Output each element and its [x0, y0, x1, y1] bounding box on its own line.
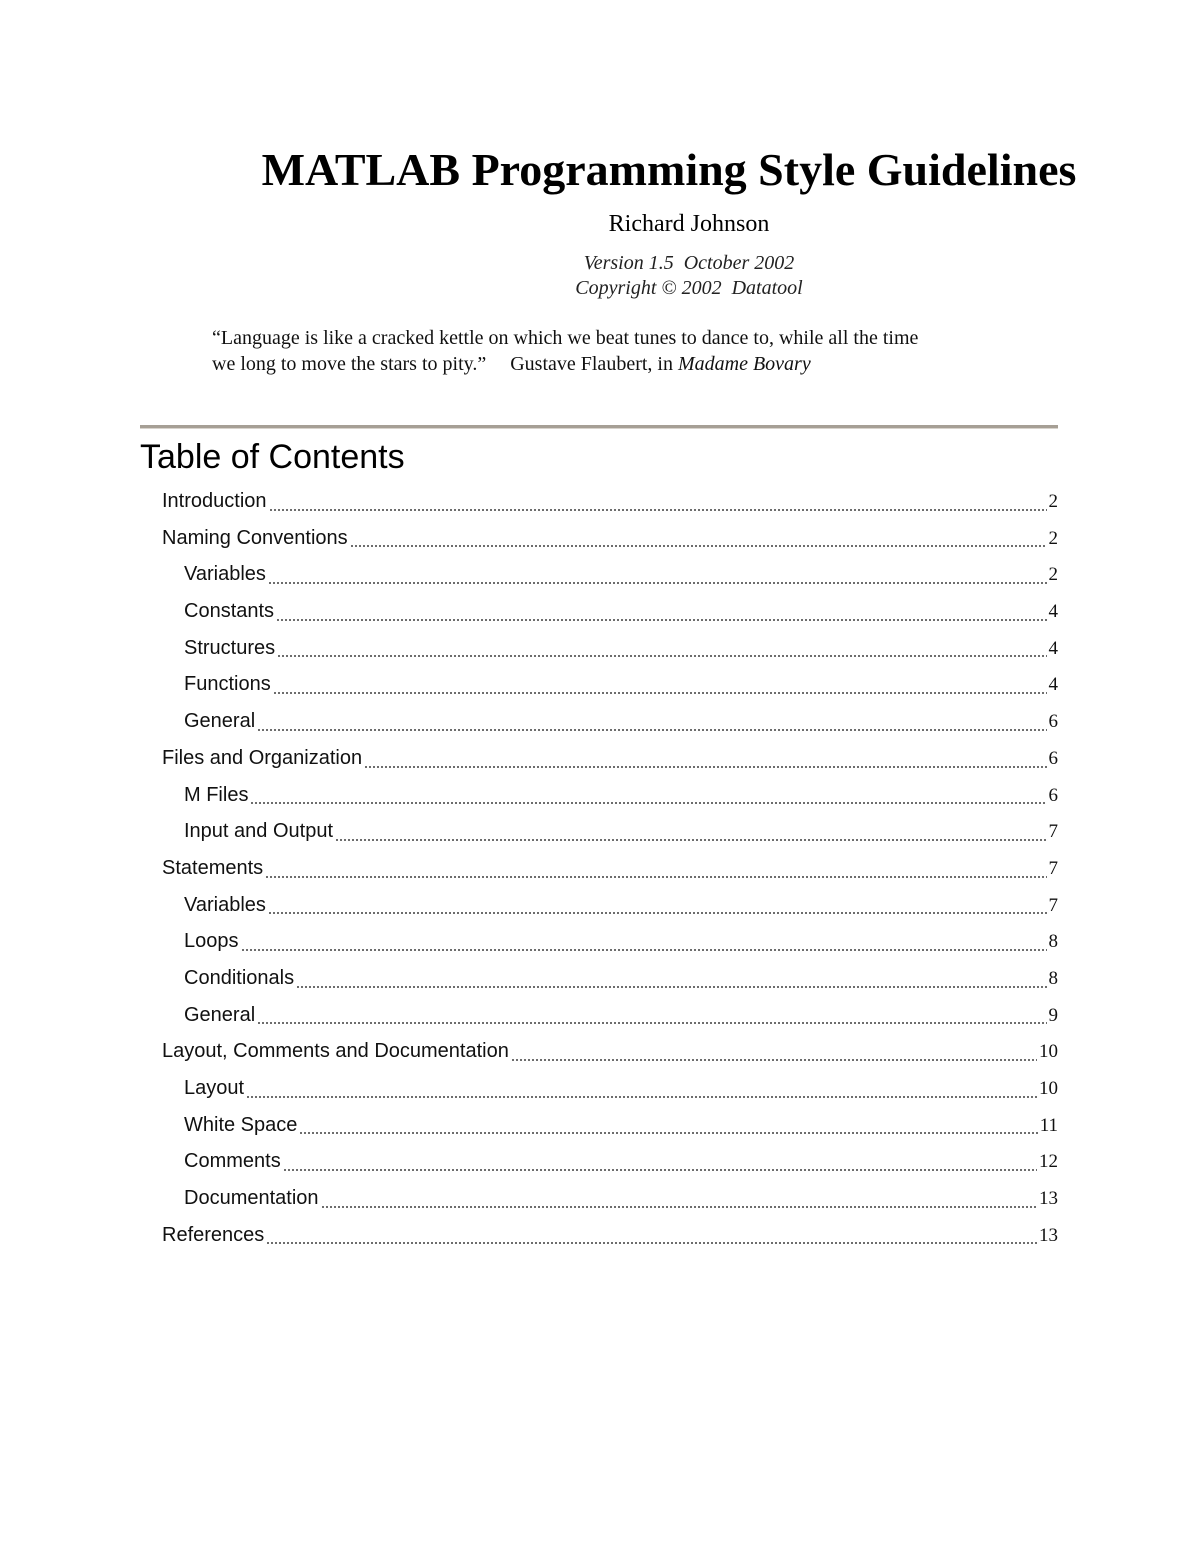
quote-line-2: [212, 351, 1012, 377]
toc-entry-label: Input and Output: [184, 820, 334, 843]
quote-work-title: Madame Bovary: [677, 353, 811, 375]
toc-entry-page-number: 10: [1039, 1041, 1058, 1063]
toc-entry-page-number: 2: [1048, 564, 1058, 586]
toc-entry-label: Structures: [184, 636, 276, 659]
toc-entry-link[interactable]: [162, 520, 1058, 557]
toc-entry-link[interactable]: [184, 593, 1058, 630]
toc-item: [0, 960, 1200, 997]
toc-entry-link[interactable]: [162, 1033, 1058, 1070]
toc-entry-link[interactable]: [162, 850, 1058, 887]
toc-entry-page-number: 6: [1048, 784, 1058, 806]
toc-entry-page-number: 7: [1048, 821, 1058, 843]
dot-leader: [277, 655, 1046, 657]
toc-item: [0, 1217, 1200, 1254]
toc-entry-label: Conditionals: [184, 966, 295, 989]
horizontal-divider: [140, 425, 1058, 429]
quote-attribution: Gustave Flaubert, in: [510, 353, 673, 375]
dot-leader: [268, 912, 1047, 914]
dot-leader: [246, 1096, 1037, 1098]
toc-item: [0, 666, 1200, 703]
toc-heading: Table of Contents: [140, 438, 405, 476]
quote-line-2-text: we long to move the stars to pity.”: [212, 353, 487, 375]
toc-entry-label: Constants: [184, 600, 275, 623]
toc-entry-page-number: 6: [1048, 711, 1058, 733]
toc-item: [0, 1033, 1200, 1070]
toc-item: [0, 850, 1200, 887]
toc-entry-link[interactable]: [184, 1070, 1058, 1107]
toc-entry-link[interactable]: [184, 1143, 1058, 1180]
toc-entry-link[interactable]: [184, 666, 1058, 703]
toc-item: [0, 740, 1200, 777]
toc-entry-link[interactable]: [162, 483, 1058, 520]
toc-entry-label: M Files: [184, 783, 249, 806]
toc-entry-page-number: 10: [1039, 1078, 1058, 1099]
dot-leader: [283, 1169, 1037, 1171]
toc-item: [0, 1070, 1200, 1107]
toc-entry-page-number: 6: [1048, 747, 1058, 769]
dot-leader: [273, 692, 1047, 694]
toc-entry-label: White Space: [184, 1113, 298, 1136]
toc-entry-page-number: 7: [1048, 857, 1058, 879]
toc-entry-page-number: 9: [1048, 1004, 1058, 1026]
dot-leader: [296, 986, 1046, 988]
toc-entry-page-number: 4: [1048, 674, 1058, 696]
toc-item: [0, 593, 1200, 630]
toc-item: [0, 813, 1200, 850]
toc-item: [0, 1107, 1200, 1144]
toc-entry-label: Statements: [162, 856, 264, 879]
toc-entry-label: Variables: [184, 563, 266, 586]
dot-leader: [335, 839, 1046, 841]
dot-leader: [266, 1242, 1037, 1244]
dot-leader: [265, 876, 1046, 878]
toc-item: [0, 520, 1200, 557]
dot-leader: [321, 1206, 1037, 1208]
toc-entry-label: References: [162, 1223, 265, 1246]
toc-entry-link[interactable]: [184, 813, 1058, 850]
toc-entry-link[interactable]: [184, 1180, 1058, 1217]
toc-item: [0, 997, 1200, 1034]
toc-item: [0, 777, 1200, 814]
toc-item: [0, 923, 1200, 960]
toc-entry-link[interactable]: [184, 960, 1058, 997]
toc-item: [0, 703, 1200, 740]
dot-leader: [257, 729, 1046, 731]
dot-leader: [268, 582, 1047, 584]
toc-entry-page-number: 13: [1039, 1224, 1058, 1246]
toc-entry-label: Naming Conventions: [162, 526, 348, 549]
toc-entry-link[interactable]: [184, 923, 1058, 960]
toc-entry-label: Files and Organization: [162, 746, 363, 769]
toc-item: [0, 1180, 1200, 1217]
quote-line-1: “Language is like a cracked kettle on which we beat tunes to dance to, while all the time: [212, 327, 919, 349]
dot-leader: [257, 1022, 1046, 1024]
toc-entry-link[interactable]: [184, 777, 1058, 814]
toc-entry-page-number: 2: [1048, 527, 1058, 549]
toc-item: [0, 1143, 1200, 1180]
toc-entry-label: General: [184, 710, 256, 733]
toc-entry-label: Layout, Comments and Documentation: [162, 1040, 509, 1063]
toc-entry-link[interactable]: [162, 740, 1058, 777]
document-meta: [180, 251, 1198, 301]
dot-leader: [511, 1059, 1037, 1061]
toc-entry-label: Comments: [184, 1150, 281, 1173]
dot-leader: [350, 545, 1047, 547]
toc-entry-page-number: 8: [1048, 931, 1058, 953]
toc-entry-link[interactable]: [184, 1107, 1058, 1144]
toc-item: [0, 887, 1200, 924]
toc-entry-page-number: 13: [1039, 1188, 1058, 1210]
dot-leader: [364, 766, 1046, 768]
toc-entry-page-number: 12: [1039, 1151, 1058, 1173]
toc-entry-label: Functions: [184, 673, 271, 696]
dot-leader: [269, 509, 1047, 511]
toc-entry-link[interactable]: [184, 887, 1058, 924]
copyright-line: Copyright © 2002 Datatool: [575, 277, 803, 299]
toc-entry-page-number: 4: [1048, 637, 1058, 659]
toc-entry-link[interactable]: [184, 556, 1058, 593]
toc-item: [0, 556, 1200, 593]
toc-entry-link[interactable]: [162, 1217, 1058, 1254]
toc-entry-page-number: 11: [1039, 1114, 1058, 1136]
toc-entry-page-number: 7: [1048, 894, 1058, 916]
dot-leader: [276, 619, 1046, 621]
dot-leader: [299, 1132, 1037, 1134]
toc-entry-link[interactable]: [184, 630, 1058, 667]
toc-entry-label: Layout: [184, 1077, 245, 1099]
toc-entry-page-number: 2: [1048, 491, 1058, 512]
table-of-contents: [0, 483, 1200, 1253]
toc-entry-label: Loops: [184, 930, 239, 953]
toc-entry-link[interactable]: [184, 703, 1058, 740]
toc-item: [0, 483, 1200, 520]
toc-entry-page-number: 4: [1048, 601, 1058, 623]
toc-entry-label: Variables: [184, 893, 266, 916]
toc-entry-page-number: 8: [1048, 967, 1058, 989]
epigraph-quote: [212, 325, 1012, 377]
document-title: MATLAB Programming Style Guidelines: [261, 144, 1077, 195]
toc-entry-link[interactable]: [184, 997, 1058, 1034]
toc-item: [0, 630, 1200, 667]
version-line: Version 1.5 October 2002: [583, 252, 795, 274]
toc-entry-label: General: [184, 1003, 256, 1026]
dot-leader: [241, 949, 1047, 951]
dot-leader: [250, 802, 1046, 804]
toc-entry-label: Introduction: [162, 490, 267, 512]
author-name: Richard Johnson: [608, 211, 770, 237]
toc-entry-label: Documentation: [184, 1187, 319, 1210]
